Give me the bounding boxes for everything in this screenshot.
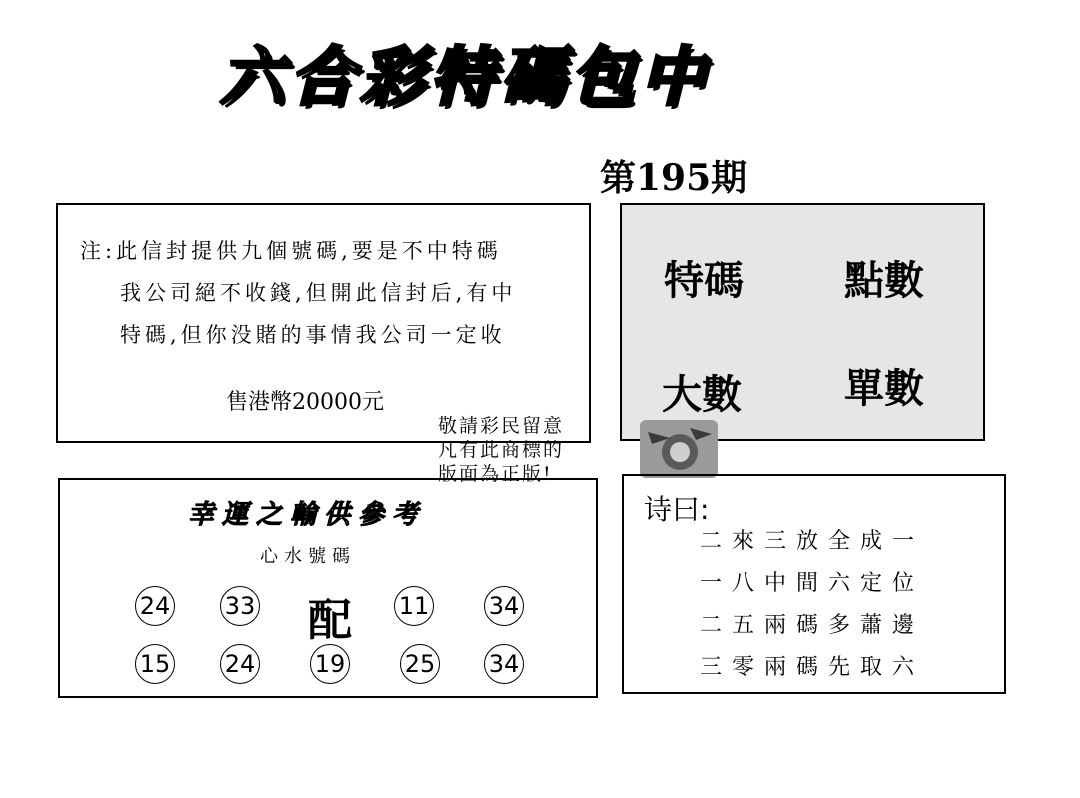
note-line: 注:此信封提供九個號碼,要是不中特碼 (80, 239, 502, 263)
trademark-notice (438, 414, 564, 486)
number-ball: 24 (220, 644, 260, 684)
pei-character: 配 (308, 595, 352, 646)
number-ball: 34 (484, 644, 524, 684)
poem-line: 二來三放全成一 (700, 529, 925, 554)
attr-danshu: 單數 (844, 366, 924, 412)
notice-line: 凡有此商標的 (438, 439, 565, 461)
lucky-title: 幸運之輸供參考 (188, 500, 427, 530)
trademark-emblem-icon (640, 420, 718, 478)
poem-line: 二五兩碼多蕭邊 (700, 613, 925, 638)
trademark-stamp (640, 420, 718, 478)
poem-label: 诗曰: (644, 493, 710, 526)
number-ball: 34 (484, 586, 524, 626)
number-ball: 24 (135, 586, 175, 626)
attr-dianshu: 點數 (844, 258, 924, 304)
attr-dashu: 大數 (662, 372, 742, 418)
poem-box (622, 474, 1006, 694)
price-text: 售港幣20000元 (226, 390, 384, 415)
notice-line: 敬請彩民留意 (438, 415, 565, 437)
number-ball: 15 (135, 644, 175, 684)
attributes-box (620, 203, 985, 441)
note-line: 我公司絕不收錢,但開此信封后,有中 (120, 281, 517, 305)
number-ball: 11 (394, 586, 434, 626)
notice-line: 版面為正版! (438, 463, 553, 485)
issue-number: 第195期 (600, 157, 748, 199)
number-ball: 25 (400, 644, 440, 684)
attr-tema: 特碼 (664, 258, 744, 304)
note-line: 特碼,但你没賭的事情我公司一定收 (120, 323, 506, 347)
poem-line: 一八中間六定位 (700, 571, 925, 596)
lucky-numbers-box (58, 478, 598, 698)
notice-terms-box (56, 203, 591, 443)
poem-line: 三零兩碼先取六 (700, 655, 925, 680)
lucky-subtitle: 心水號碼 (260, 546, 356, 567)
number-ball: 33 (220, 586, 260, 626)
number-ball: 19 (310, 644, 350, 684)
page-title: 六合彩特碼包中 (220, 41, 710, 115)
